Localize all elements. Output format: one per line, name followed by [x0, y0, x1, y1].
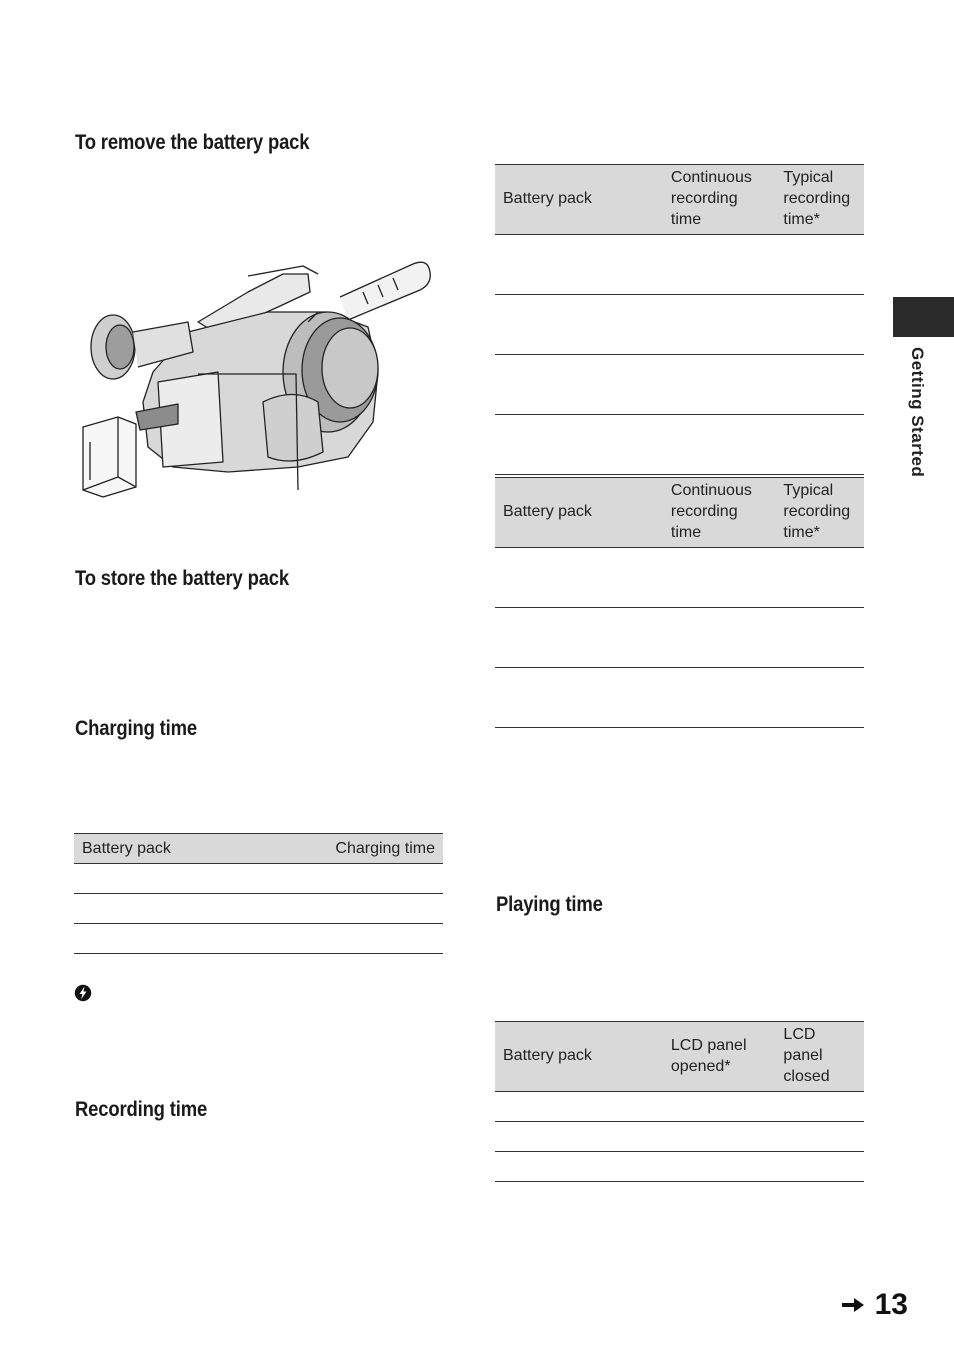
playing-time-heading: Playing time: [496, 893, 603, 916]
table-row: [495, 668, 864, 728]
right-arrow-icon: [841, 1297, 865, 1313]
recording-time-table-2: [495, 477, 864, 728]
column-header-charging-time: Charging time: [277, 834, 443, 864]
page-number: 13: [874, 1288, 908, 1321]
column-header-battery-pack: Battery pack: [74, 834, 277, 864]
table-row: [495, 1092, 864, 1122]
playing-time-table: [495, 1021, 864, 1182]
column-header-battery-pack: Battery pack: [495, 165, 663, 235]
recording-time-heading: Recording time: [75, 1098, 208, 1121]
charging-time-table: [74, 833, 443, 954]
column-header-typical-recording: Typical recording time*: [775, 478, 864, 548]
section-tab-label: Getting Started: [908, 347, 927, 478]
column-header-continuous-recording: Continuous recording time: [663, 165, 776, 235]
camcorder-battery-illustration: [78, 252, 434, 500]
caution-icon: [74, 984, 92, 1002]
column-header-lcd-closed: LCD panel closed: [775, 1022, 864, 1092]
section-tab-marker: [893, 297, 954, 337]
table-row: [74, 864, 443, 894]
table-row: [495, 548, 864, 608]
column-header-battery-pack: Battery pack: [495, 1022, 663, 1092]
table-row: [74, 924, 443, 954]
table-row: [74, 894, 443, 924]
store-battery-heading: To store the battery pack: [75, 567, 290, 590]
charging-time-heading: Charging time: [75, 717, 197, 740]
column-header-lcd-opened: LCD panel opened*: [663, 1022, 776, 1092]
table-row: [495, 295, 864, 355]
table-row: [495, 608, 864, 668]
column-header-typical-recording: Typical recording time*: [775, 165, 864, 235]
table-row: [495, 415, 864, 475]
recording-time-table-1: [495, 164, 864, 475]
page-footer: [841, 1288, 908, 1322]
column-header-battery-pack: Battery pack: [495, 478, 663, 548]
table-row: [495, 1152, 864, 1182]
column-header-continuous-recording: Continuous recording time: [663, 478, 776, 548]
table-row: [495, 235, 864, 295]
remove-battery-heading: To remove the battery pack: [75, 131, 310, 154]
table-row: [495, 1122, 864, 1152]
table-row: [495, 355, 864, 415]
